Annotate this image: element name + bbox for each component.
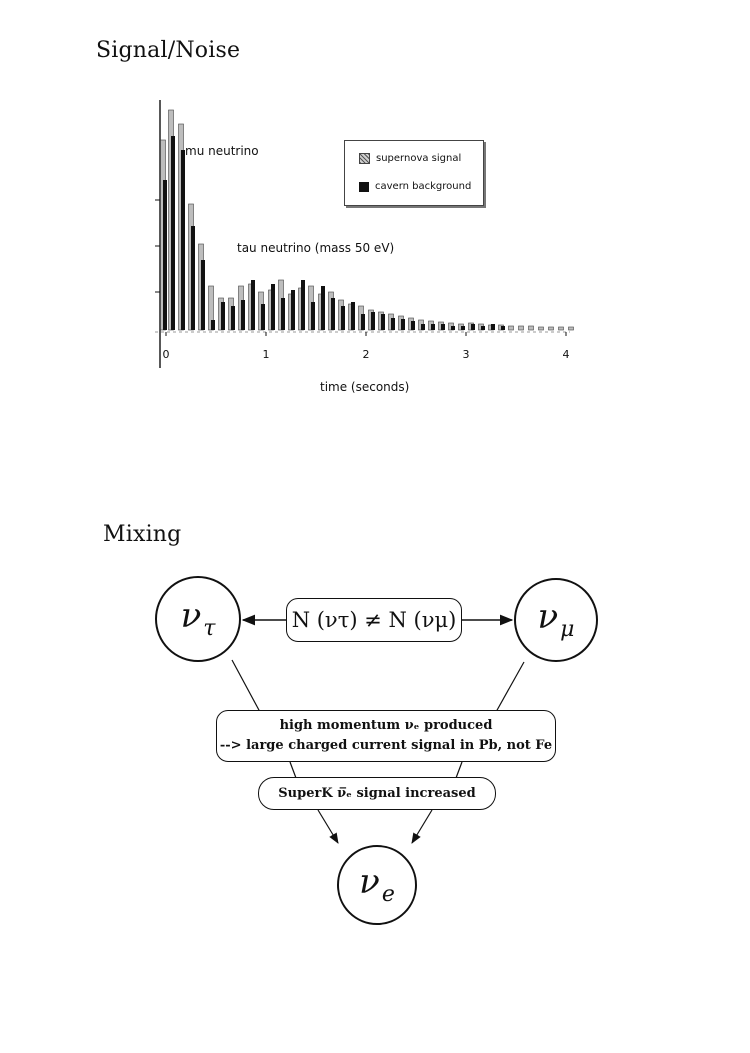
background-bar [381,314,385,330]
nu-mu-node [514,578,598,662]
background-bar [461,326,465,330]
background-bar [331,298,335,330]
superk-box [258,777,496,810]
mixing-title: Mixing [103,522,182,547]
background-bar [221,302,225,330]
background-bar [501,326,505,330]
background-bar [163,180,167,330]
high-momentum-box [216,710,556,762]
background-bar [241,300,245,330]
background-bar [201,260,205,330]
legend-label-signal: supernova signal [376,153,462,164]
signal-bar [549,327,554,330]
tau-neutrino-label: tau neutrino (mass 50 eV) [237,241,395,255]
background-bar [231,306,235,330]
signal-noise-title: Signal/Noise [96,38,241,63]
legend-label-background: cavern background [375,181,472,192]
background-bar [441,324,445,330]
nu-e-node [337,845,417,925]
background-bar [401,319,405,330]
background-bar [251,280,255,330]
nu-mu-symbol: $\nu_\mu$ [537,596,575,642]
background-bar [411,321,415,330]
background-bar [431,324,435,330]
background-bar [281,298,285,330]
superk-text: SuperK ν̅ₑ signal increased [278,785,476,801]
line-tau-to-box [232,660,260,712]
background-bar [471,324,475,330]
background-bar [301,280,305,330]
x-tick-label: 4 [562,348,570,361]
signal-bar [509,326,514,330]
x-tick-label: 0 [162,348,170,361]
signal-bar [539,327,544,330]
background-bar [261,304,265,330]
background-swatch-icon [359,182,369,192]
legend-item-background [359,181,471,192]
signal-bar [559,327,564,330]
inequality-box: N (ντ) ≠ N (νμ) [286,598,462,642]
background-bar [391,318,395,330]
background-bar [191,226,195,330]
arrow-right-to-nu-e [412,810,432,843]
background-bar [321,286,325,330]
x-tick-label: 2 [362,348,370,361]
signal-noise-chart [0,0,750,420]
background-bar [181,150,185,330]
signal-bar [529,326,534,330]
high-momentum-text: high momentum νₑ produced [279,718,493,733]
signal-swatch-icon [359,153,370,164]
line-box-right-down [456,762,462,778]
legend-item-signal [359,153,461,164]
signal-bar [519,326,524,330]
charged-current-text: --> large charged current signal in Pb, not Fe [219,738,553,753]
background-bar [341,306,345,330]
nu-tau-node [155,576,241,662]
background-bar [211,320,215,330]
background-bar [171,136,175,330]
line-box-left-down [290,762,296,778]
x-axis-label: time (seconds) [320,380,410,394]
background-bar [451,326,455,330]
background-bar [311,302,315,330]
background-bar [481,326,485,330]
background-bar [361,314,365,330]
background-bar [491,324,495,330]
background-bar [271,284,275,330]
background-bar [291,290,295,330]
mu-neutrino-label: mu neutrino [185,144,259,158]
x-tick-label: 1 [262,348,270,361]
background-bar [421,324,425,330]
nu-tau-symbol: $\nu_\tau$ [180,595,216,641]
nu-e-symbol: $\nu_e$ [359,861,395,907]
background-bar [371,312,375,330]
arrow-left-to-nu-e [318,810,338,843]
background-bar [351,302,355,330]
line-mu-to-box [496,662,524,712]
signal-bar [569,327,574,330]
x-tick-label: 3 [462,348,470,361]
chart-legend [344,140,484,206]
